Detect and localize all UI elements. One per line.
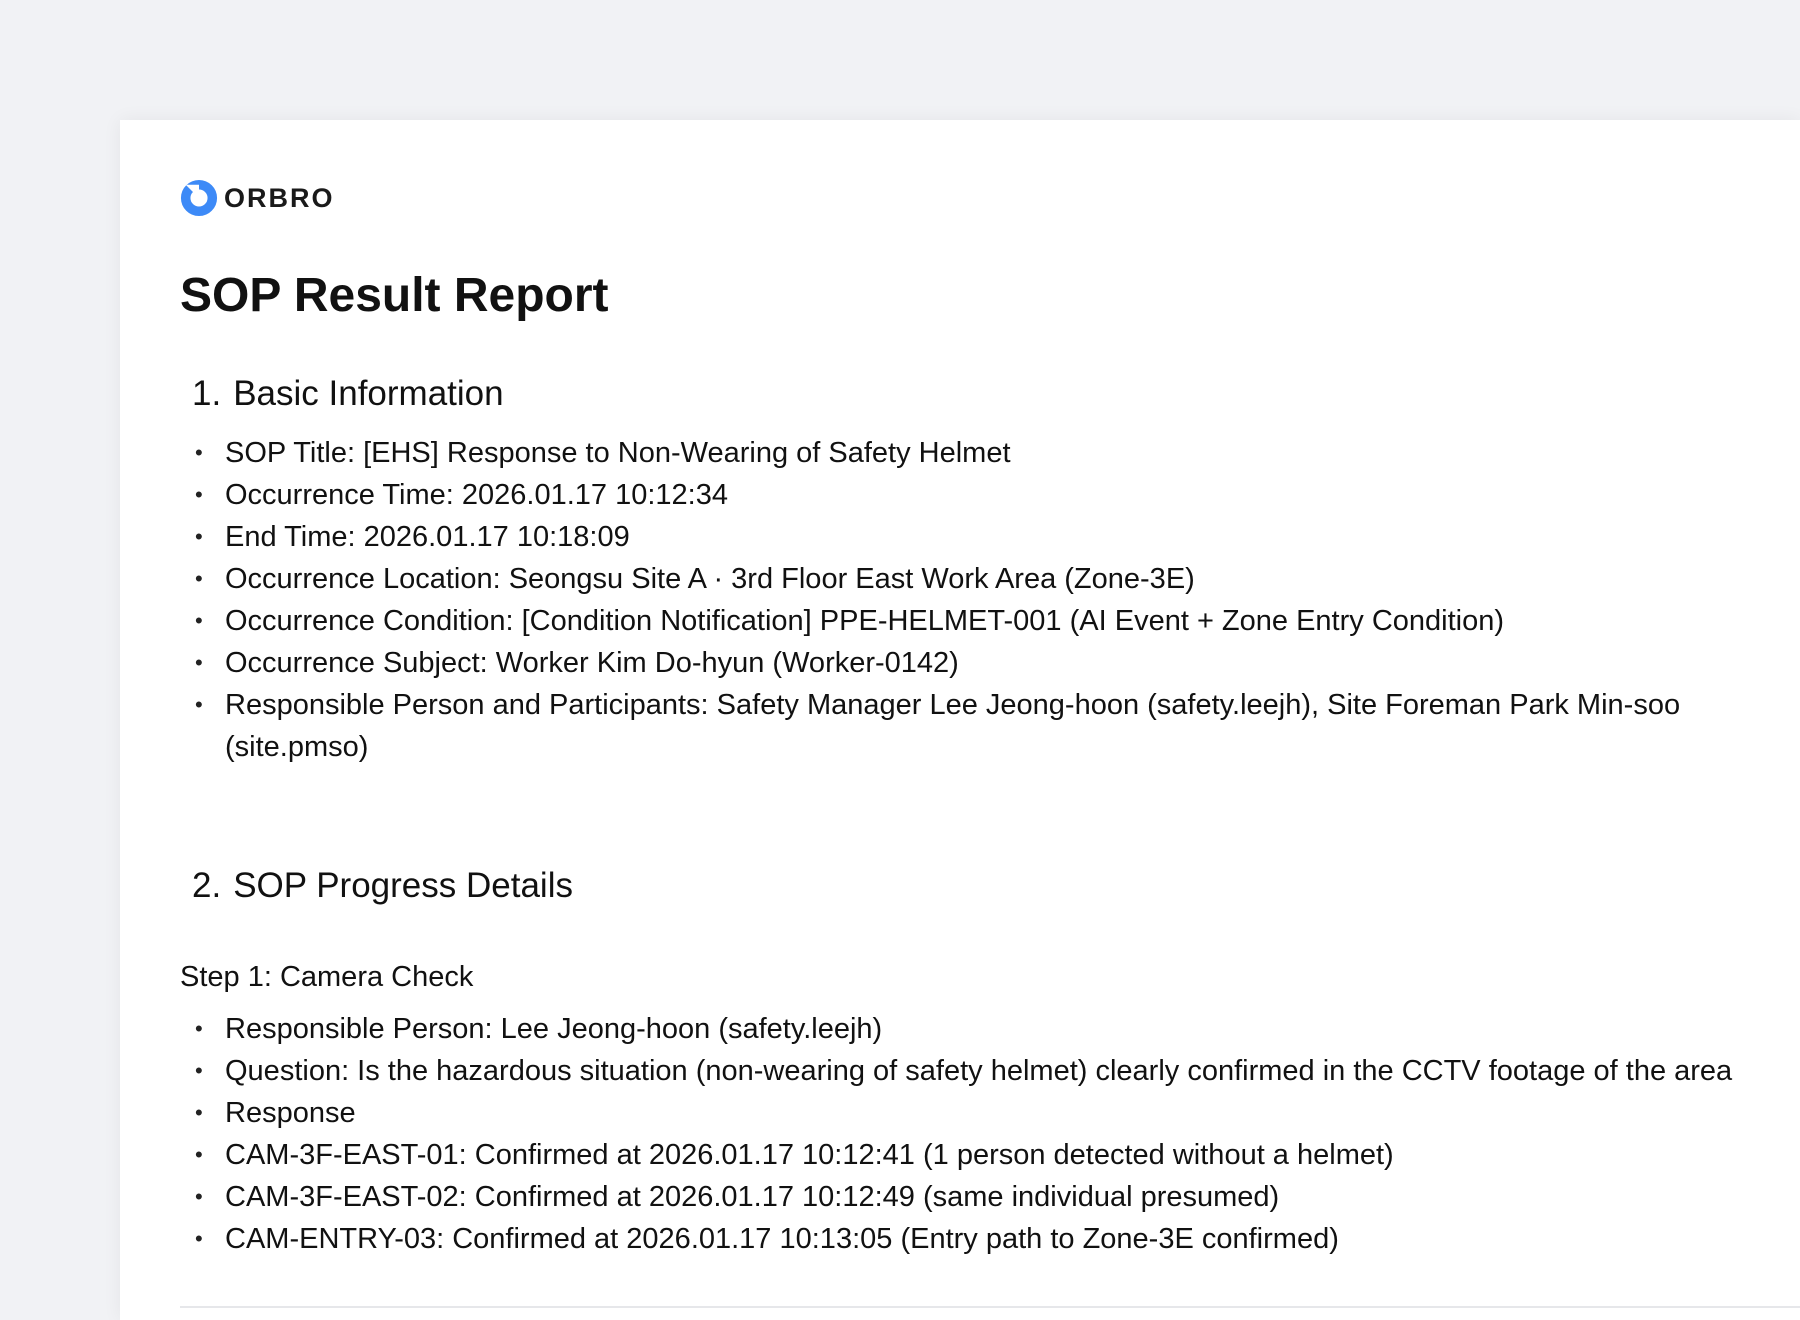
step-1-details-list — [180, 1008, 1800, 1260]
list-item: • CAM-ENTRY-03: Confirmed at 2026.01.17 10:13:05 (Entry path to Zone-3E confirmed) — [180, 1218, 1800, 1260]
section-title: Basic Information — [233, 374, 504, 413]
step-title: Step 1: Camera Check — [180, 961, 474, 993]
page-title: SOP Result Report — [180, 269, 609, 322]
list-item: • Occurrence Condition: [Condition Notification] PPE-HELMET-001 (AI Event + Zone Entry Condition) — [180, 600, 1800, 642]
divider — [180, 1306, 1800, 1308]
list-item: • Response — [180, 1092, 1800, 1134]
section-number: 1. — [192, 374, 222, 413]
brand-name: ORBRO — [224, 182, 335, 213]
orbro-logo-icon — [180, 179, 218, 217]
basic-information-list — [180, 432, 1800, 768]
list-item: • SOP Title: [EHS] Response to Non-Wearing of Safety Helmet — [180, 432, 1800, 474]
list-item: • Occurrence Subject: Worker Kim Do-hyun (Worker-0142) — [180, 642, 1800, 684]
list-item: • End Time: 2026.01.17 10:18:09 — [180, 516, 1800, 558]
list-item: • Occurrence Time: 2026.01.17 10:12:34 — [180, 474, 1800, 516]
list-item: • Responsible Person: Lee Jeong-hoon (safety.leejh) — [180, 1008, 1800, 1050]
list-item: • CAM-3F-EAST-01: Confirmed at 2026.01.17 10:12:41 (1 person detected without a helmet) — [180, 1134, 1800, 1176]
list-item: • CAM-3F-EAST-02: Confirmed at 2026.01.17 10:12:49 (same individual presumed) — [180, 1176, 1800, 1218]
report-document — [120, 120, 1800, 1320]
list-item: • Occurrence Location: Seongsu Site A · 3rd Floor East Work Area (Zone-3E) — [180, 558, 1800, 600]
list-item: • Responsible Person and Participants: Safety Manager Lee Jeong-hoon (safety.leejh), Site Foreman Park Min-soo (site.pmso) — [180, 684, 1800, 768]
section-heading-sop-progress-details — [192, 864, 573, 908]
list-item: • Question: Is the hazardous situation (non-wearing of safety helmet) clearly confirmed in the CCTV footage of the area — [180, 1050, 1800, 1092]
brand-logo — [180, 178, 335, 218]
section-heading-basic-information — [192, 372, 504, 416]
section-title: SOP Progress Details — [233, 866, 573, 905]
section-number: 2. — [192, 866, 222, 905]
